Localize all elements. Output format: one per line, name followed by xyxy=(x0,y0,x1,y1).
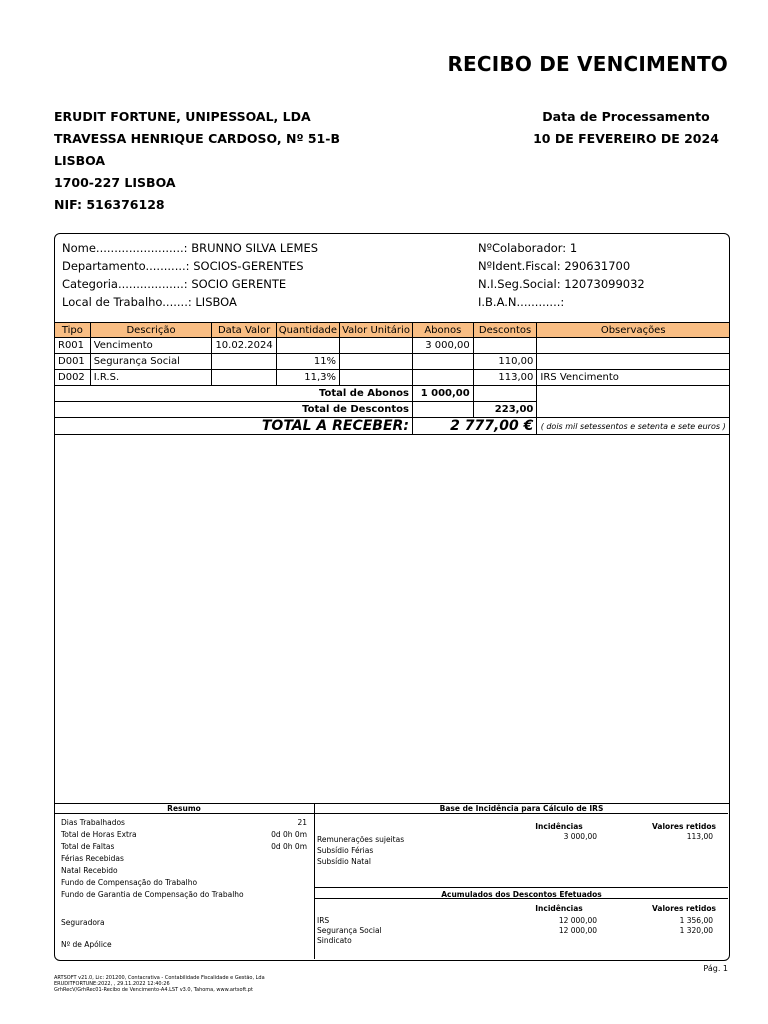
employee-info-left xyxy=(62,239,318,311)
irs-row xyxy=(317,856,727,867)
local-label: Local de Trabalho.......: xyxy=(62,295,192,309)
table-header-row xyxy=(55,323,730,338)
total-receber-row xyxy=(55,418,730,435)
total-abonos-label: Total de Abonos xyxy=(55,386,413,402)
resumo-item-value: 0d 0h 0m xyxy=(271,842,307,851)
company-postal: 1700-227 LISBOA xyxy=(54,175,176,190)
cell-descricao: Vencimento xyxy=(90,338,212,354)
irs-rows xyxy=(317,834,727,867)
cell-abonos: 3 000,00 xyxy=(412,338,473,354)
cell-tipo: D001 xyxy=(55,354,91,370)
company-nif: NIF: 516376128 xyxy=(54,197,165,212)
col-descontos: Descontos xyxy=(473,323,537,338)
cell-descricao: Segurança Social xyxy=(90,354,212,370)
cell-descontos xyxy=(473,338,537,354)
apolice-label: Nº de Apólice xyxy=(61,940,112,949)
categoria-value: SOCIO GERENTE xyxy=(191,277,287,291)
company-name: ERUDIT FORTUNE, UNIPESSOAL, LDA xyxy=(54,109,311,124)
resumo-item-label: Fundo de Compensação do Trabalho xyxy=(61,878,198,887)
software-footer xyxy=(54,975,265,993)
acum-row-label: Segurança Social xyxy=(317,926,382,935)
resumo-item-label: Férias Recebidas xyxy=(61,854,124,863)
empty-cell xyxy=(473,386,537,402)
page-number: Pág. 1 xyxy=(703,964,728,973)
summary-area xyxy=(54,803,730,959)
colaborador-value: 1 xyxy=(569,241,578,255)
acum-row xyxy=(317,916,727,926)
total-receber-value: 2 777,00 € xyxy=(412,418,536,435)
local-value: LISBOA xyxy=(195,295,237,309)
acum-row-retido: 1 356,00 xyxy=(679,916,713,925)
total-descontos-row xyxy=(55,402,730,418)
cell-data xyxy=(212,370,276,386)
departamento-label: Departamento...........: xyxy=(62,259,190,273)
table-row xyxy=(55,354,730,370)
cell-observacoes xyxy=(537,354,730,370)
resumo-item xyxy=(61,889,307,901)
employee-info-right xyxy=(478,239,645,311)
col-abonos: Abonos xyxy=(412,323,473,338)
irs-col-incidencias: Incidências xyxy=(535,822,583,831)
nome-label: Nome........................: xyxy=(62,241,188,255)
irs-row-retido: 113,00 xyxy=(686,832,713,841)
colaborador-label: NºColaborador: xyxy=(478,241,567,255)
cell-quantidade: 11% xyxy=(276,354,339,370)
cell-quantidade xyxy=(276,338,339,354)
cell-observacoes xyxy=(537,338,730,354)
total-descontos-value: 223,00 xyxy=(473,402,537,418)
nome-value: BRUNNO SILVA LEMES xyxy=(191,241,319,255)
cell-abonos xyxy=(412,370,473,386)
acum-row-label: Sindicato xyxy=(317,936,352,945)
processing-block xyxy=(516,106,736,150)
cell-descricao: I.R.S. xyxy=(90,370,212,386)
col-valor-unitario: Valor Unitário xyxy=(340,323,413,338)
empty-cell xyxy=(537,386,730,402)
acum-title: Acumulados dos Descontos Efetuados xyxy=(441,890,602,899)
footer-line: ARTSOFT v21.0, Lic: 201200, Contacrativa - Contabilidade Fiscalidade e Gestão, Lda xyxy=(54,975,265,981)
acum-rows xyxy=(317,916,727,946)
cell-data: 10.02.2024 xyxy=(212,338,276,354)
company-city: LISBOA xyxy=(54,153,106,168)
empty-cell xyxy=(412,402,473,418)
irs-title: Base de Incidência para Cálculo de IRS xyxy=(439,804,604,813)
irs-row-incidencia: 3 000,00 xyxy=(563,832,597,841)
cell-quantidade: 11,3% xyxy=(276,370,339,386)
company-address: TRAVESSA HENRIQUE CARDOSO, Nº 51-B xyxy=(54,131,340,146)
cell-observacoes: IRS Vencimento xyxy=(537,370,730,386)
resumo-item xyxy=(61,817,307,829)
irs-row-label: Remunerações sujeitas xyxy=(317,835,405,844)
company-block xyxy=(54,106,340,216)
irs-row-label: Subsídio Férias xyxy=(317,846,374,855)
col-descricao: Descrição xyxy=(90,323,212,338)
resumo-item-value: 0d 0h 0m xyxy=(271,830,307,839)
footer-line: GrhRecV/GrhRec01-Recibo de Vencimento-A4.LST v3.0, Tahoma, www.artsoft.pt xyxy=(54,987,253,993)
cell-tipo: D002 xyxy=(55,370,91,386)
acum-row-label: IRS xyxy=(317,916,330,925)
resumo-item-value: 21 xyxy=(297,818,307,827)
acum-row-retido: 1 320,00 xyxy=(679,926,713,935)
resumo-item xyxy=(61,829,307,841)
cell-unitario xyxy=(340,338,413,354)
resumo-item xyxy=(61,841,307,853)
total-extenso: ( dois mil setessentos e setenta e sete euros ) xyxy=(537,418,730,435)
resumo-item-label: Total de Horas Extra xyxy=(61,830,137,839)
resumo-list xyxy=(61,817,307,901)
cell-descontos: 110,00 xyxy=(473,354,537,370)
col-observacoes: Observações xyxy=(537,323,730,338)
seg-social-label: N.I.Seg.Social: xyxy=(478,277,561,291)
col-tipo: Tipo xyxy=(55,323,91,338)
resumo-item xyxy=(61,877,307,889)
resumo-item-label: Total de Faltas xyxy=(61,842,115,851)
col-quantidade: Quantidade xyxy=(276,323,339,338)
resumo-title: Resumo xyxy=(167,804,201,813)
empty-cell xyxy=(537,402,730,418)
resumo-item-label: Fundo de Garantia de Compensação do Trabalho xyxy=(61,890,244,899)
processing-date: 10 DE FEVEREIRO DE 2024 xyxy=(533,131,719,146)
irs-row xyxy=(317,834,727,845)
resumo-item-label: Dias Trabalhados xyxy=(61,818,125,827)
acum-col-incidencias: Incidências xyxy=(535,904,583,913)
categoria-label: Categoria..................: xyxy=(62,277,188,291)
footer-line: ERUDITFORTUNE:2022, , 29.11.2022 12:40:26 xyxy=(54,981,170,987)
acum-row-incidencia: 12 000,00 xyxy=(558,916,597,925)
irs-row-label: Subsídio Natal xyxy=(317,857,371,866)
cell-tipo: R001 xyxy=(55,338,91,354)
col-data-valor: Data Valor xyxy=(212,323,276,338)
cell-unitario xyxy=(340,354,413,370)
resumo-item xyxy=(61,853,307,865)
nif-value: 290631700 xyxy=(564,259,631,273)
total-abonos-value: 1 000,00 xyxy=(412,386,473,402)
table-row xyxy=(55,370,730,386)
total-abonos-row xyxy=(55,386,730,402)
irs-row xyxy=(317,845,727,856)
total-descontos-label: Total de Descontos xyxy=(55,402,413,418)
cell-abonos xyxy=(412,354,473,370)
table-row xyxy=(55,338,730,354)
iban-label: I.B.A.N............: xyxy=(478,295,565,309)
document-title: RECIBO DE VENCIMENTO xyxy=(447,52,728,76)
cell-data xyxy=(212,354,276,370)
acum-row xyxy=(317,926,727,936)
resumo-item xyxy=(61,865,307,877)
acum-row xyxy=(317,936,727,946)
seguradora-label: Seguradora xyxy=(61,918,105,927)
processing-label: Data de Processamento xyxy=(542,109,710,124)
acum-row-incidencia: 12 000,00 xyxy=(558,926,597,935)
irs-col-retidos: Valores retidos xyxy=(652,822,716,831)
resumo-item-label: Natal Recebido xyxy=(61,866,118,875)
cell-unitario xyxy=(340,370,413,386)
payment-lines-table xyxy=(54,322,730,435)
departamento-value: SOCIOS-GERENTES xyxy=(193,259,304,273)
total-receber-label: TOTAL A RECEBER: xyxy=(55,418,413,435)
acum-col-retidos: Valores retidos xyxy=(652,904,716,913)
cell-descontos: 113,00 xyxy=(473,370,537,386)
nif-label: NºIdent.Fiscal: xyxy=(478,259,561,273)
seg-social-value: 12073099032 xyxy=(564,277,645,291)
